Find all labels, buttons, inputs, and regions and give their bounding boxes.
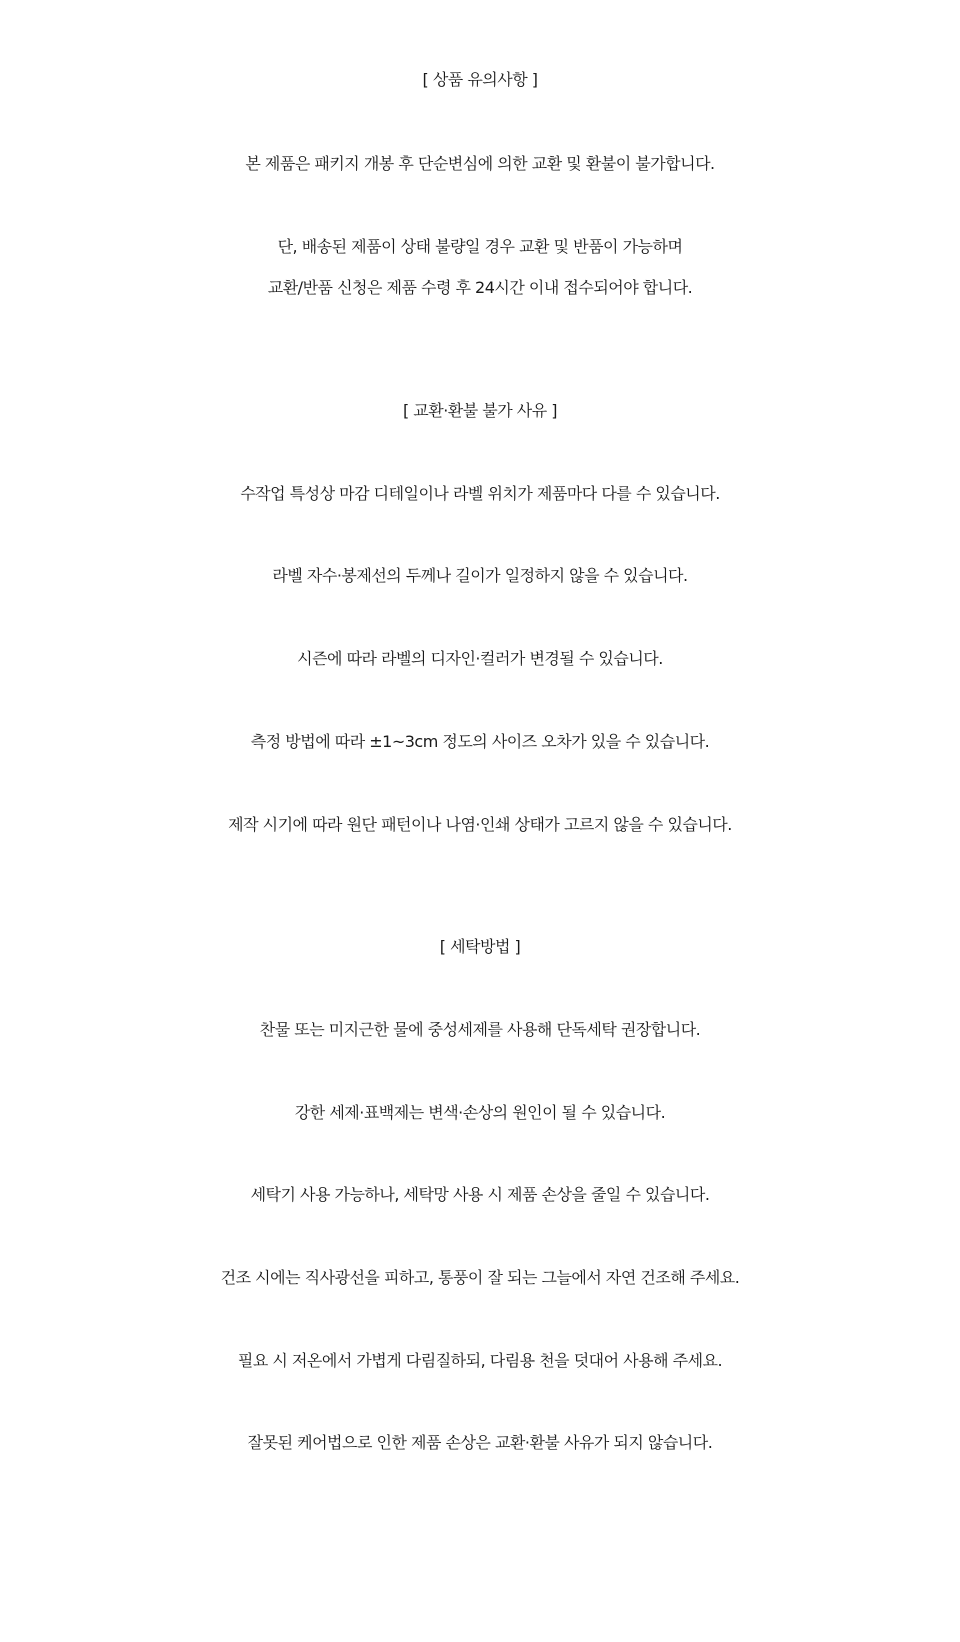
notice-heading: [ 상품 유의사항 ] — [422, 70, 538, 89]
washing-heading: [ 세탁방법 ] — [439, 937, 521, 956]
no-refund-item: 측정 방법에 따라 ±1~3cm 정도의 사이즈 오차가 있을 수 있습니다. — [250, 732, 710, 751]
no-refund-item: 라벨 자수·봉제선의 두께나 길이가 일정하지 않을 수 있습니다. — [272, 566, 688, 585]
no-refund-item: 수작업 특성상 마감 디테일이나 라벨 위치가 제품마다 다를 수 있습니다. — [240, 484, 720, 503]
notice-paragraph: 단, 배송된 제품이 상태 불량일 경우 교환 및 반품이 가능하며 — [277, 237, 683, 256]
no-refund-item: 시즌에 따라 라벨의 디자인·컬러가 변경될 수 있습니다. — [297, 649, 663, 668]
washing-item: 잘못된 케어법으로 인한 제품 손상은 교환·환불 사유가 되지 않습니다. — [247, 1433, 713, 1452]
washing-item: 건조 시에는 직사광선을 피하고, 통풍이 잘 되는 그늘에서 자연 건조해 주세요. — [220, 1268, 740, 1287]
notice-paragraph: 본 제품은 패키지 개봉 후 단순변심에 의한 교환 및 환불이 불가합니다. — [245, 154, 715, 173]
no-refund-heading: [ 교환·환불 불가 사유 ] — [402, 401, 558, 420]
washing-item: 세탁기 사용 가능하나, 세탁망 사용 시 제품 손상을 줄일 수 있습니다. — [250, 1185, 710, 1204]
washing-item: 필요 시 저온에서 가볍게 다림질하되, 다림용 천을 덧대어 사용해 주세요. — [237, 1351, 723, 1370]
washing-item: 찬물 또는 미지근한 물에 중성세제를 사용해 단독세탁 권장합니다. — [259, 1020, 701, 1039]
notice-paragraph: 교환/반품 신청은 제품 수령 후 24시간 이내 접수되어야 합니다. — [267, 278, 693, 297]
no-refund-item: 제작 시기에 따라 원단 패턴이나 나염·인쇄 상태가 고르지 않을 수 있습니다. — [228, 815, 732, 834]
washing-item: 강한 세제·표백제는 변색·손상의 원인이 될 수 있습니다. — [294, 1103, 666, 1122]
